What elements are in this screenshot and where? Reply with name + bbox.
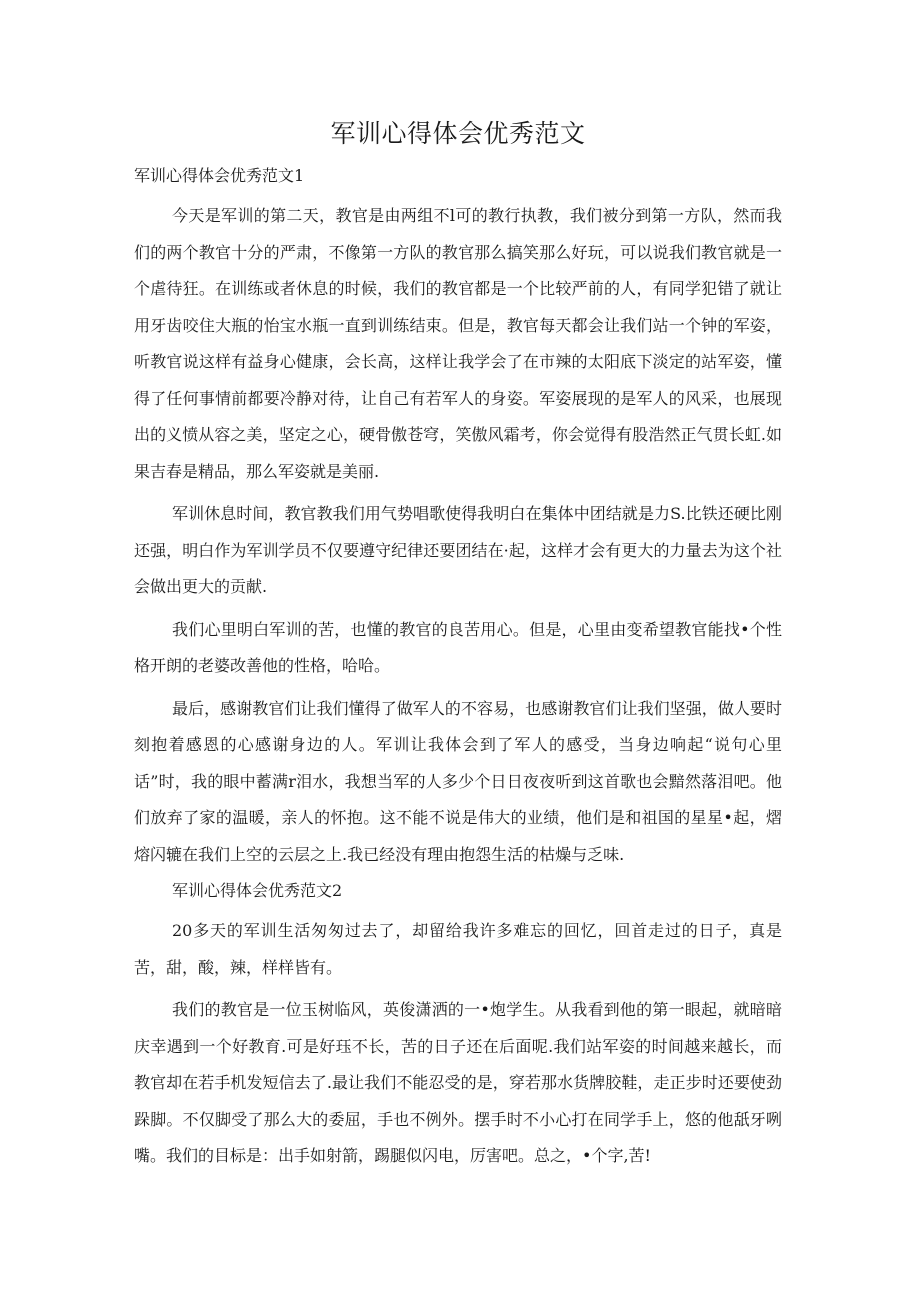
paragraph: 今天是军训的第二天，教官是由两组不l可的教行执教，我们被分到第一方队，然而我们的两个教官十分的严肃，不像第一方队的教官那么搞笑那么好玩，可以说我们教官就是一个虐待狂。在训练或者休息的时候，我们的教官都是一个比较严前的人，有同学犯错了就让用牙齿咬住大瓶的怡宝水瓶一直到训练结束。但是，教官每天都会让我们站一个钟的军姿，听教官说这样有益身心健康，会长高，这样让我学会了在市辣的太阳底下淡定的站军姿，懂得了任何事情前都要冷静对待，让自己有若军人的身姿。军姿展现的是军人的风采，也展现出的义愤从容之美，坚定之心，硬骨傲苍穹，笑傲风霜考，你会觉得有股浩然正气贯长虹.如果吉春是精品，那么军姿就是美丽. — [134, 206, 782, 481]
section-heading: 军训心得体会优秀范文2 — [172, 881, 343, 900]
paragraph: 我们心里明白军训的苦，也懂的教官的良苦用心。但是，心里由变希望教官能找•个性格开朗的老婆改善他的性格，哈哈。 — [134, 619, 782, 675]
paragraph: 20多天的军训生活匆匆过去了，却留给我许多难忘的回忆，回首走过的日子，真是苦，甜，酸，辣，样样皆有。 — [134, 921, 782, 977]
paragraph: 最后，感谢教官们让我们懂得了做军人的不容易，也感谢教官们让我们坚强，做人要时刻抱着感恩的心感谢身边的人。军训让我体会到了军人的感受，当身边响起“说句心里话”时，我的眼中蓄满r泪水，我想当军的人多少个日日夜夜听到这首歌也会黯然落泪吧。他们放弃了家的温暖，亲人的怀抱。这不能不说是伟大的业绩，他们是和祖国的星星•起，熠熔闪辘在我们上空的云层之上.我已经没有理由抱怨生活的枯燥与乏味. — [134, 698, 782, 864]
section-2 — [134, 879, 782, 1175]
section-1 — [134, 164, 782, 873]
paragraph: 军训休息时间，教官教我们用气势唱歌使得我明白在集体中团结就是力S.比铁还硬比刚还强，明白作为军训学员不仅要遵守纪律还要团结在·起，这样才会有更大的力量去为这个社会做出更大的贡献. — [134, 504, 782, 596]
section-heading: 军训心得体会优秀范文1 — [134, 166, 305, 185]
paragraph: 我们的教官是一位玉树临风，英俊潇洒的一•炮学生。从我看到他的第一眼起，就暗暗庆幸遇到一个好教育.可是好珏不长，苦的日子还在后面呢.我们站军姿的时间越来越长，而教官却在若手机发短信去了.最让我们不能忍受的是，穿若那水货牌胶鞋，走正步时还要使劲跺脚。不仅脚受了那么大的委屈，手也不例外。摆手时不小心打在同学手上，悠的他舐牙咧嘴。我们的目标是：出手如射箭，踢腿似闪电，厉害吧。总之，•个字,苦! — [134, 1000, 782, 1165]
document-title: 军训心得体会优秀范文 — [330, 119, 586, 148]
